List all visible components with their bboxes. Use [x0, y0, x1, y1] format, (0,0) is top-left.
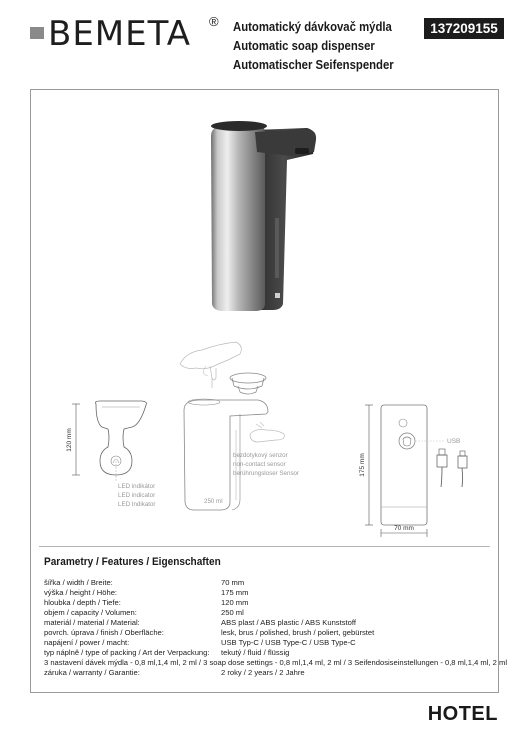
side-view-drawing [50, 375, 170, 515]
side-height-label: 120 mm [66, 428, 73, 452]
product-photo [195, 108, 335, 318]
params-title: Parametry / Features / Eigenschaften [44, 556, 221, 568]
logo-square [30, 27, 44, 39]
usb-port-detail [399, 433, 415, 449]
title-german: Automatischer Seifenspender [233, 57, 394, 72]
sensor-window-icon [399, 419, 407, 427]
width-label: 70 mm [394, 525, 414, 532]
hand-icon [180, 342, 241, 369]
registered-mark: ® [209, 14, 219, 29]
product-titles [233, 17, 433, 74]
sensor-label-en: non-contact sensor [233, 461, 286, 468]
brand-logo [30, 14, 220, 54]
sensor-label-cz: bezdotykový senzor [233, 452, 288, 459]
height-label: 175 mm [359, 453, 366, 477]
sensor-label-de: berührungsloser Sensor [233, 470, 300, 477]
product-code: 137209155 [424, 18, 504, 39]
brand-name: BEMETA [48, 14, 192, 54]
sensor-hand-icon [250, 430, 284, 443]
led-label-en: LED indicator [118, 492, 156, 499]
volume-label: 250 ml [204, 498, 223, 505]
section-divider [39, 546, 490, 547]
led-label-cz: LED indikátor [118, 483, 156, 490]
usb-c-cable-icon [458, 451, 467, 487]
led-label-de: LED Indikator [118, 501, 156, 508]
usb-cable-icon [437, 449, 447, 487]
title-czech: Automatický dávkovač mýdla [233, 19, 392, 34]
usage-drawing [170, 330, 340, 520]
category-label: HOTEL [427, 703, 498, 725]
front-view-drawing [355, 395, 495, 540]
usb-label: USB [447, 438, 461, 445]
refill-lid [230, 373, 266, 383]
title-english: Automatic soap dispenser [233, 38, 375, 53]
